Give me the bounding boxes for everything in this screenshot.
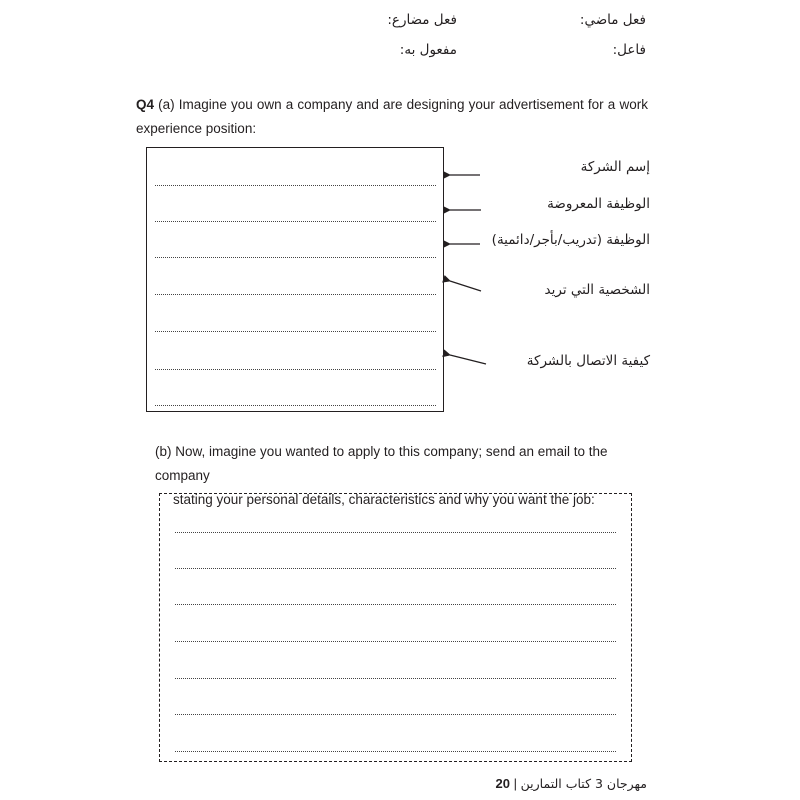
part-b-line-1: Now, imagine you wanted to apply to this company; send an email to the company [155, 444, 608, 483]
page-number: 20 [495, 776, 510, 791]
past-verb-label: فعل ماضي: [579, 12, 646, 28]
book-title: مهرجان 3 كتاب التمارين [520, 776, 647, 791]
label-company-name: إسم الشركة [580, 159, 650, 175]
label-personality: الشخصية التي تريد [544, 282, 650, 298]
writing-line[interactable] [175, 751, 616, 752]
question-number: Q4 [136, 97, 155, 112]
arrow-contact-icon [450, 355, 486, 364]
label-contact-method: كيفية الاتصال بالشركة [526, 353, 650, 369]
writing-line[interactable] [175, 532, 616, 533]
page-footer [496, 776, 647, 791]
part-a-text: Imagine you own a company and are designing your advertisement for a work experience position: [136, 97, 648, 136]
writing-line[interactable] [175, 641, 616, 642]
writing-line[interactable] [175, 714, 616, 715]
part-a-marker: (a) [158, 97, 175, 112]
writing-line[interactable] [175, 678, 616, 679]
arrow-personality-icon [450, 281, 481, 291]
writing-line[interactable] [175, 568, 616, 569]
label-position-offered: الوظيفة المعروضة [547, 196, 650, 212]
footer-divider: | [510, 776, 517, 791]
object-label: مفعول به: [399, 42, 457, 58]
label-position-type: الوظيفة (تدريب/بأجر/دائمية) [491, 232, 650, 248]
email-box[interactable] [159, 493, 632, 762]
writing-line[interactable] [175, 604, 616, 605]
subject-label: فاعل: [612, 42, 646, 58]
part-b-marker: (b) [155, 444, 172, 459]
part-b-line-2: stating your personal details, characteristics and why you want the job: [173, 492, 595, 507]
present-verb-label: فعل مضارع: [387, 12, 457, 28]
